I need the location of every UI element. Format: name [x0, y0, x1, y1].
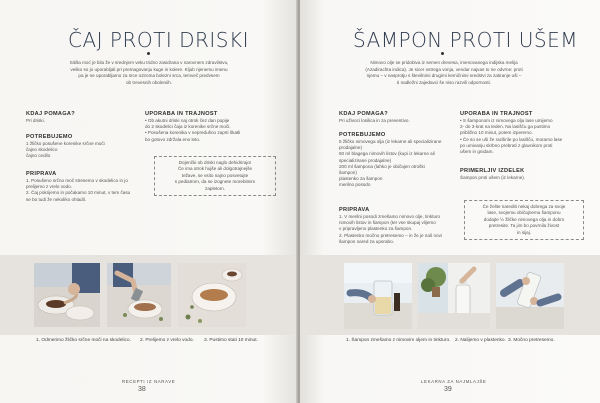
- priprava-steps: 1. V merilni posodi zmešamo nimovo olje, tinkturo nimovih listov in šampon (ter vse skupaj vlijemo v pripravljeno plastenko za šampon. 2. Plastenko močno pretresemo – in že je naš novi šampon nared za uporabo.: [339, 214, 442, 244]
- potrebujemo-heading: POTREBUJEMO: [26, 134, 73, 140]
- step-photo-2: [107, 263, 171, 327]
- uporaba-heading: UPORABA IN TRAJNOST: [460, 111, 533, 117]
- right-page-title: ŠAMPON PROTI UŠEM: [353, 28, 579, 52]
- kdaj-pomaga-text: Pri driski.: [26, 118, 45, 123]
- right-footer: LEKARNA ZA NAJMLAJŠE: [421, 379, 487, 384]
- priprava-steps: 1. Posušeno srčno moč stresemo v skodelico in jo prelijemo z vrelo vodo. 2. Čaj pokrijemo in počakamo 10 minut, v tem času se bo tudi že nekoliko ohladil.: [26, 178, 131, 202]
- step-photo-1: [344, 263, 412, 329]
- title-ornament: [441, 52, 444, 55]
- title-ornament: [147, 52, 150, 55]
- kdaj-pomaga-heading: KDAJ POMAGA?: [339, 111, 388, 117]
- step-photo-1: [34, 263, 100, 327]
- left-footer: RECEPTI IZ NARAVE: [122, 379, 176, 384]
- left-page: [0, 0, 298, 403]
- left-page-title: ČAJ PROTI DRISKI: [68, 28, 249, 52]
- step-photo-3: [178, 263, 246, 327]
- uporaba-list: • Ob akutni driski naj otrok čez dan popije do 2 skodelici čaja iz korenike srčne moči. • Posušena korenika v nepredušno zaprti škatli bo gotovo zdržala eno leto.: [145, 118, 241, 142]
- left-intro: Sitiša moć je bila že v srednjem veku tridno zasidrana v narovnem zdravilstvu, veliko so jo uporabljali pri premagovanju kuge in kolere. Kljub njenemu imenu pa je ne uporabljamo za srce oziroma bolezni srca, temveč predvsem ob trevesnih oboleniih.: [69, 60, 229, 85]
- kdaj-pomaga-heading: KDAJ POMAGA?: [26, 111, 75, 117]
- tip-box: Dojenčki ob driski naglo dehidrirajo! Če ima otrok hujše ali dolgotrajnejše težave, se vsito najno posvetujte s pediatrom, da se izognete morebitnim zapletom.: [154, 156, 276, 196]
- left-page-number: 38: [138, 386, 146, 393]
- kdaj-pomaga-text: Pri uživoci losilica in za preventivo.: [339, 118, 410, 123]
- caption-3: 3. Močno pretresemo.: [508, 338, 555, 343]
- primerljiv-izdelek-text: Šampon proti ušem (iz lekarne).: [460, 175, 526, 180]
- right-page-number: 39: [444, 386, 452, 393]
- potrebujemo-list: 1 žličko posušene korenike srčne moči čajno skodelico čajno cedilo: [26, 141, 105, 159]
- uporaba-heading: UPORABA IN TRAJNOST: [145, 111, 218, 117]
- right-intro: Nimovo olje se pridobiva iz semen drevesa, imenovanega indijska melija (Azadirachta indica). Je sicer ostrega vonja, vendar najvas to ne odvrne: proti njemu – v nasprotju s številnimi drugimi kemičnimi sredstvi za zatiranje uši – ti nadležni zajedavci še niso razvili odpornosti.: [365, 60, 523, 85]
- step-photo-2: [418, 263, 490, 329]
- tip-box: Če želite narediti nekaj dobrega za svoje lase, svojemu običajnemu šamponu dodajte ½ žličke nimovega olja in dobro pretresite. Ta jim bo povrnila živost in sijaj.: [464, 200, 584, 240]
- priprava-heading: PRIPRAVA: [26, 171, 57, 177]
- priprava-heading: PRIPRAVA: [339, 207, 370, 213]
- potrebujemo-heading: POTREBUJEMO: [339, 132, 386, 138]
- caption-3: 3. Pustimo stati 10 minut.: [204, 338, 258, 343]
- primerljiv-izdelek-heading: PRIMERLJIV IZDELEK: [460, 168, 525, 174]
- caption-2: 2. Nalijemo v plastenko.: [455, 338, 506, 343]
- caption-1: 1. Odmerimo žličko srčne moči na skodelico.: [36, 338, 131, 343]
- caption-2: 2. Prelijemo z vrelo vodo.: [140, 338, 194, 343]
- step-photo-3: [496, 263, 564, 329]
- uporaba-list: • S šamponom iz nimovega olja lase umijemo 2- do 3-krat na teden. Na lasišču ga pustimo približno 10 minut, potem izperemo. • Če so se uši že razširile po lasišču, moramo lase po umivanju skrbno prebrati z glavnikom proti ušem in gnidam.: [460, 118, 563, 155]
- right-page: [300, 0, 600, 403]
- potrebujemo-list: 5 žličko nimovega olja (iz lekarne ali specializirane prodajalne) 50 ml blagega nimovih listov (kupi iz lekarne ali specializirane prodajalne) 200 ml šampona (lahko je običajen otroški šampon) plastenko za šampon merilno posodo: [339, 139, 442, 188]
- caption-1: 1. Šampon zmešamo z nimovim oljem in tinkturo.: [346, 338, 451, 343]
